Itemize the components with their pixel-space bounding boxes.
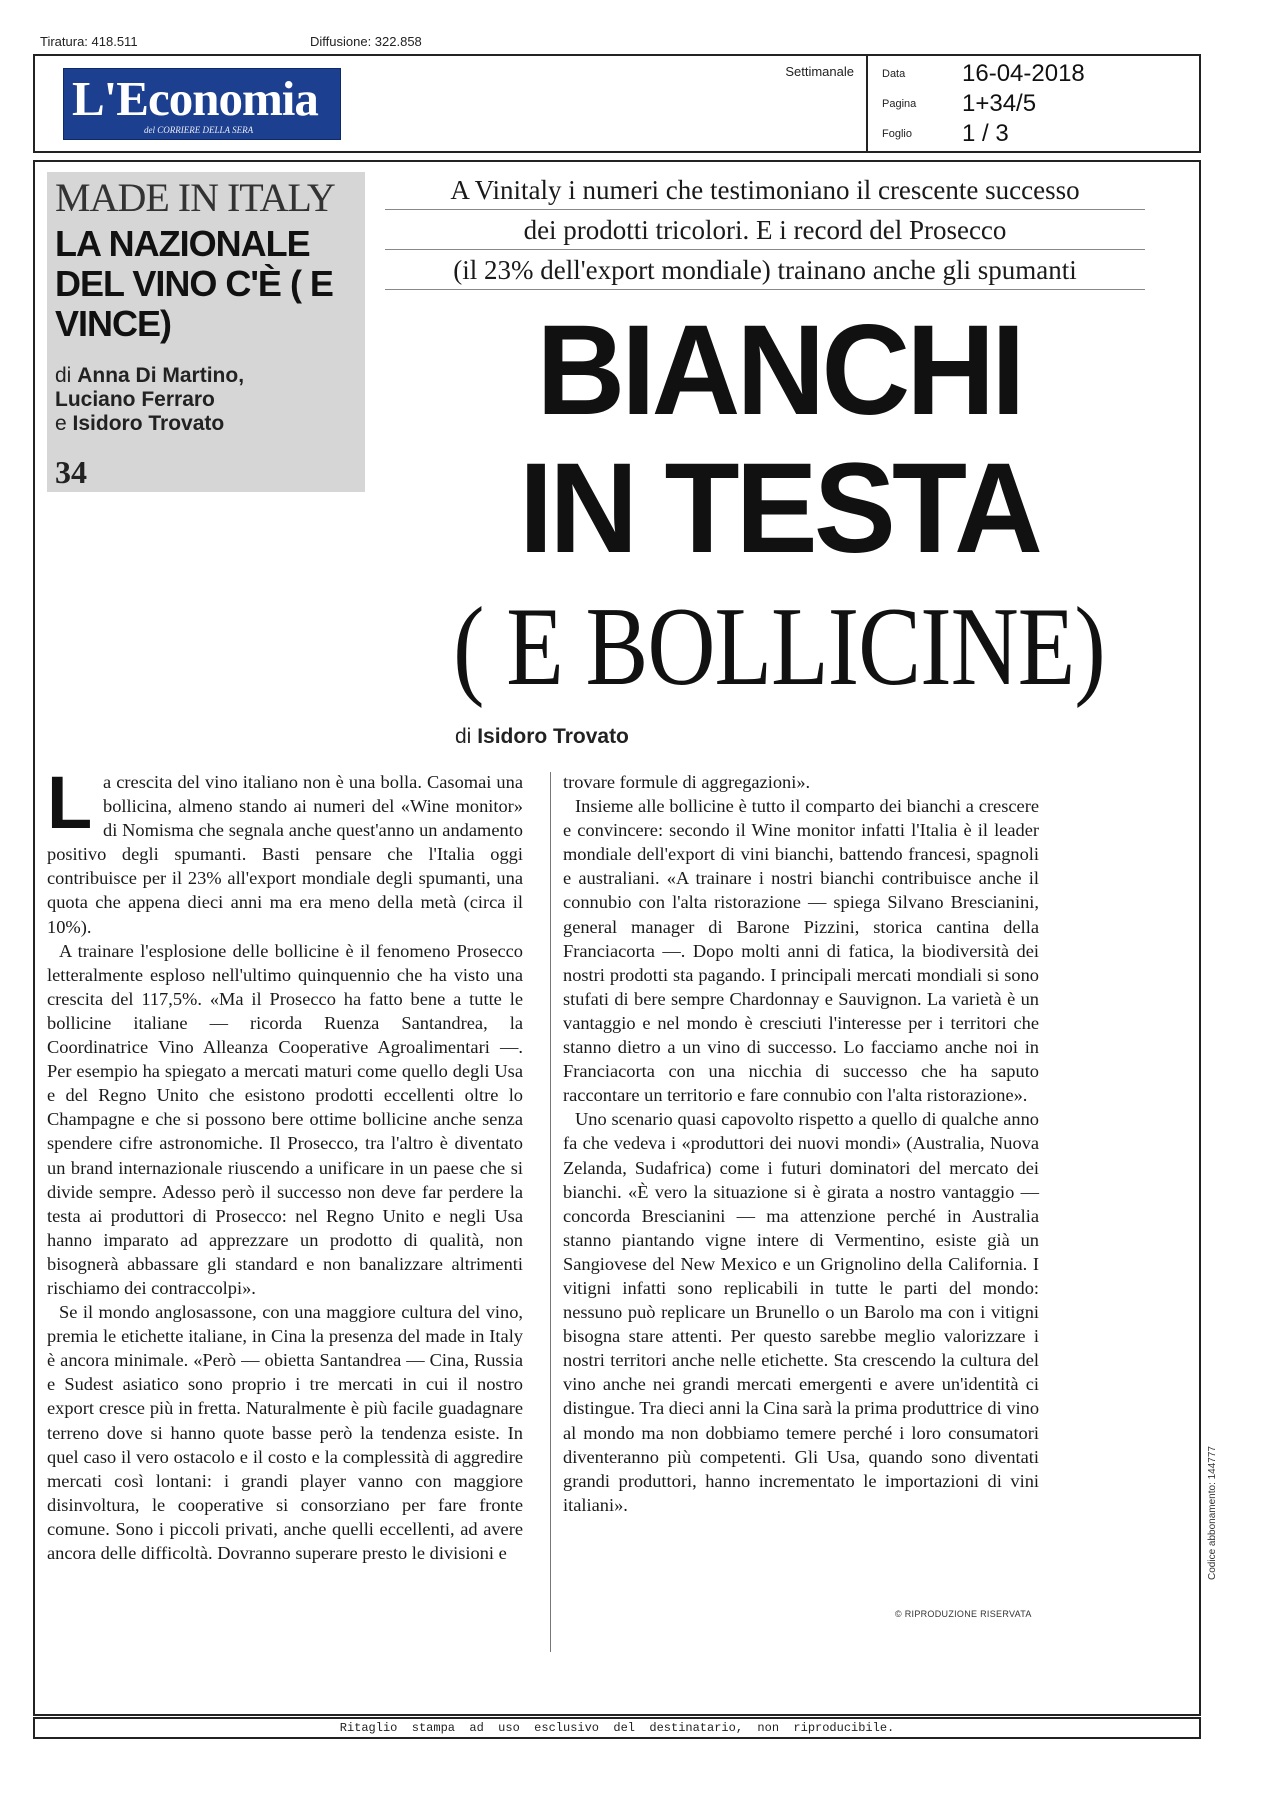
subscription-code: Codice abbonamento: 144777 <box>1207 1446 1218 1580</box>
body-paragraph: Uno scenario quasi capovolto rispetto a quello di qualche anno fa che vedeva i «produttori dei nuovi mondi» (Australia, Nuova Zelanda, Sudafrica) come i futuri dominatori del mercato dei bianchi. «È vero la situazione si è girata a nostro vantaggio — concorda Brescianini — ma attenzione perché in Australia stanno piantando vigne intere di Vermentino, esiste già un Sangiovese del New Mexico e un Grignolino della California. I vitigni infatti sono replicabili in tutte le parti del mondo: nessuno può replicare un Brunello o un Barolo ma con i vitigni bisogna stare attenti. Per questo sarebbe meglio valorizzare i nostri territori anche nelle etichette. Sta crescendo la cultura del vino anche nei grandi mercati emergenti e avere un'identità ci distingue. Tra dieci anni la Cina sarà la prima produttrice di vino al mondo ma non dobbiamo temere perché i loro consumatori diventeranno più competenti. Gli Usa, quando sono diventati grandi produttori, hanno incrementato le importazioni di vini italiani». <box>563 1109 1040 1515</box>
logo-text: L'Economia <box>72 71 318 126</box>
tiratura-label: Tiratura: 418.511 <box>40 34 138 49</box>
body-paragraph <box>47 761 523 939</box>
page-reference: 34 <box>55 454 87 490</box>
headline-line-1: BIANCHI <box>536 299 1022 442</box>
article-clipping <box>33 160 1201 1716</box>
foglio-label: Foglio <box>882 128 912 140</box>
body-paragraph: Insieme alle bollicine è tutto il comparto dei bianchi a crescere e convincere: secondo il Wine monitor infatti l'Italia è il leader mondiale dell'export di vini bianchi, battendo francesi, spagnoli e australiani. «A trainare i nostri bianchi contribuisce anche il connubio con l'alta ristorazione — spiega Silvano Brescianini, general manager di Barone Pizzini, storica cantina della Franciacorta —. Dopo molti anni di fatica, la biodiversità dei nostri prodotti sta pagando. I principali mercati mondiali si sono stufati di bere sempre Chardonnay e Sauvignon. La varietà è un vantaggio e nel mondo è cresciuti l'interesse per i territori che stanno dietro a un vino di successo. Lo facciamo anche noi in Franciacorta con una nicchia di successo che ha saputo raccontare un territorio e fare connubio con l'alta ristorazione». <box>563 796 1039 1106</box>
drop-cap: L <box>47 761 93 844</box>
logo-subtitle: del CORRIERE DELLA SERA <box>144 125 254 135</box>
author-2: Luciano Ferraro <box>55 388 215 411</box>
deck-line-3: (il 23% dell'export mondiale) trainano anche gli spumanti <box>385 252 1145 290</box>
body-paragraph: trovare formule di aggregazioni». <box>563 772 811 792</box>
clipping-footer: Ritaglio stampa ad uso esclusivo del destinatario, non riproducibile. <box>33 1717 1201 1739</box>
frequency-label: Settimanale <box>785 64 854 79</box>
byline-author: Isidoro Trovato <box>477 725 629 748</box>
authors-conjunction: e <box>55 412 67 435</box>
data-value: 16-04-2018 <box>962 60 1085 87</box>
kicker-block <box>47 172 365 492</box>
body-column-left <box>47 761 523 1565</box>
body-column-right <box>563 770 1039 1517</box>
pagina-value: 1+34/5 <box>962 90 1037 117</box>
deck-subheading <box>365 172 1193 293</box>
diffusione-label: Diffusione: 322.858 <box>310 34 422 49</box>
pagina-label: Pagina <box>882 98 917 110</box>
column-divider <box>550 772 551 1652</box>
paragraph-text: a crescita del vino italiano non è una bolla. Casomai una bollicina, almeno stando ai numeri del «Wine monitor» di Nomisma che segnala anche quest'anno un andamento positivo degli spumanti. Basti pensare che l'Italia oggi contribuisce per il 23% all'export mondiale degli spumanti, una quota che appena dieci anni ma era meno della metà (circa il 10%). <box>47 772 523 937</box>
publication-meta-box <box>868 54 1201 153</box>
headline-line-3: ( E BOLLICINE) <box>453 585 1105 709</box>
copyright-notice: © RIPRODUZIONE RISERVATA <box>895 1609 1032 1619</box>
foglio-value: 1 / 3 <box>962 120 1009 147</box>
section-kicker: MADE IN ITALY <box>55 175 335 220</box>
deck-line-1: A Vinitaly i numeri che testimoniano il crescente successo <box>385 172 1145 210</box>
kicker-authors <box>55 364 355 436</box>
economia-logo <box>63 68 341 140</box>
body-paragraph: Se il mondo anglosassone, con una maggiore cultura del vino, premia le etichette italiane, in Cina la presenza del made in Italy è ancora minimale. «Però — obietta Santandrea — Cina, Russia e Sudest asiatico sono proprio i tre mercati in cui il nostro export cresce più in fretta. Naturalmente è più facile guadagnare terreno dove si hanno quote basse però la tendenza esiste. In quel caso il vero ostacolo e il costo e la complessità di aggredire mercati così lontani: i grandi player vanno con maggiore disinvoltura, le cooperative si consorziano per fare fronte comune. Sono i piccoli privati, anche quelli eccellenti, ad avere ancora delle difficoltà. Dovranno superare presto le divisioni e <box>47 1302 523 1563</box>
byline <box>455 725 629 749</box>
authors-prefix: di <box>55 364 72 387</box>
author-3: Isidoro Trovato <box>72 412 225 435</box>
headline-line-2: IN TESTA <box>519 437 1039 580</box>
deck-line-2: dei prodotti tricolori. E i record del Prosecco <box>385 212 1145 250</box>
byline-prefix: di <box>455 725 472 748</box>
data-label: Data <box>882 68 906 80</box>
kicker-title: LA NAZIONALE DEL VINO C'È ( E VINCE) <box>55 223 333 344</box>
author-1: Anna Di Martino, <box>77 364 245 387</box>
masthead-box <box>33 54 868 153</box>
body-paragraph: A trainare l'esplosione delle bollicine è il fenomeno Prosecco letteralmente esploso nell'ultimo quinquennio che ha visto una crescita del 117,5%. «Ma il Prosecco ha fatto bene a tutte le bollicine italiane — ricorda Ruenza Santandrea, la Coordinatrice Vino Alleanza Cooperative Agroalimentari —. Per esempio ha spiegato a mercati maturi come quello degli Usa e del Regno Unito che esistono prodotti eccellenti oltre lo Champagne e che si possono bere ottime bollicine anche senza spendere cifre astronomiche. Il Prosecco, tra l'altro è diventato un brand internazionale riuscendo a unificare in un paese che si divide sempre. Adesso però il successo non deve far perdere la testa ai produttori di Prosecco: nel Regno Unito e negli Usa hanno imparato ad apprezzare un prodotto di qualità, non bisognerà abbassare gli standard e non banalizzare altrimenti rischiamo dei contraccolpi». <box>47 940 523 1298</box>
